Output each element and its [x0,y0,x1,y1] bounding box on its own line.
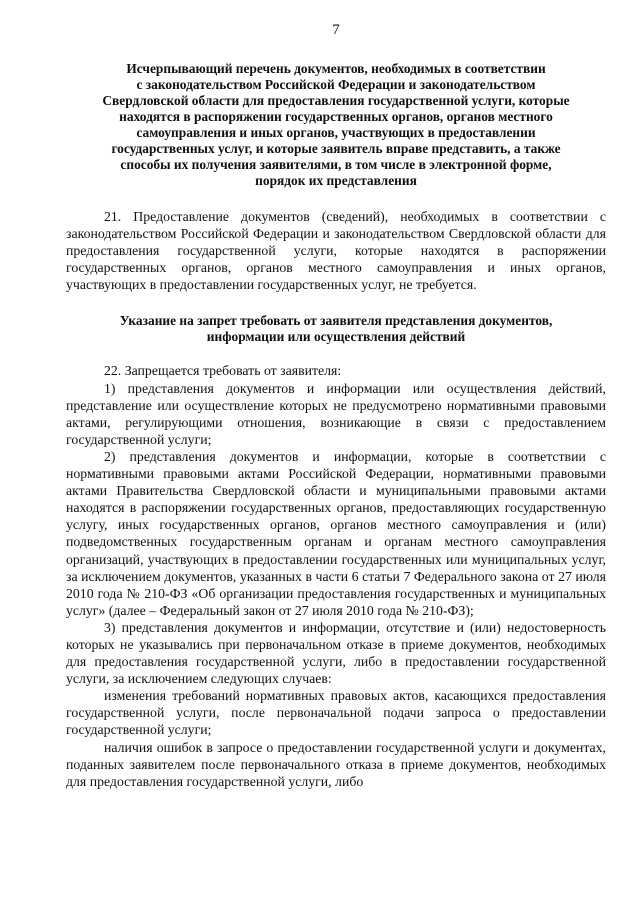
heading-line: способы их получения заявителями, в том числе в электронной форме, [120,157,552,172]
list-item-2: 2) представления документов и информации, которые в соответствии с нормативными правовыми актами Российской Федерации, нормативными правовыми актами Правительства Свердловской области и муниципальными правовыми актами находятся в распоряжении государственных органов, предоставляющих государственную услугу, иных государственных органов, органов местного самоуправления и (или) подведомственных государственным органам и органам местного самоуправления организаций, участвующих в предоставлении государственных или муниципальных услуг, за исключением документов, указанных в части 6 статьи 7 Федерального закона от 27 июля 2010 года № 210-ФЗ «Об организации предоставления государственных и муниципальных услуг» (далее – Федеральный закон от 27 июля 2010 года № 210-ФЗ); [66,448,606,618]
heading-line: Указание на запрет требовать от заявителя представления документов, [119,313,553,329]
section-heading-prohibition [66,313,606,345]
section-heading-documents-list [66,61,606,189]
paragraph-22: 22. Запрещается требовать от заявителя: [104,363,342,379]
list-item-3: 3) представления документов и информации, отсутствие и (или) недостоверность которых не указывались при первоначальном отказе в приеме документов, необходимых для предоставления государственной услуги, либо в предоставлении государственной услуги, за исключением следующих случаев: [66,619,606,687]
heading-line: находятся в распоряжении государственных органов, органов местного [119,109,553,124]
paragraph-21: 21. Предоставление документов (сведений), необходимых в соответствии с законодательством Российской Федерации и законодательством Свердловской области для предоставления государственной услуги, которые находятся в распоряжении государственных органов, органов местного самоуправления и иных органов, участвующих в предоставлении государственных услуг, не требуется. [66,209,606,293]
heading-line: Исчерпывающий перечень документов, необходимых в соответствии [126,61,546,76]
heading-line: государственных услуг, и которые заявитель вправе представить, а также [111,141,561,156]
heading-line: Свердловской области для предоставления государственной услуги, которые [102,93,570,108]
exception-case-2: наличия ошибок в запросе о предоставлении государственной услуги и документах, поданных заявителем после первоначального отказа в приеме документов, необходимых для предоставления государственной услуги, либо [66,739,606,789]
list-item-1: 1) представления документов и информации или осуществления действий, представление или осуществление которых не предусмотрено нормативными правовыми актами, регулирующими отношения, возникающие в связи с предоставлением государственной услуги; [66,380,606,447]
heading-line: порядок их представления [255,173,417,188]
heading-line: самоуправления и иных органов, участвующих в предоставлении [136,125,536,140]
heading-line: с законодательством Российской Федерации и законодательством [136,77,536,92]
heading-line: информации или осуществления действий [206,329,466,345]
page-number: 7 [332,22,340,38]
exception-case-1: изменения требований нормативных правовых актов, касающихся предоставления государственной услуги, после первоначальной подачи запроса о предоставлении государственной услуги; [66,688,606,738]
